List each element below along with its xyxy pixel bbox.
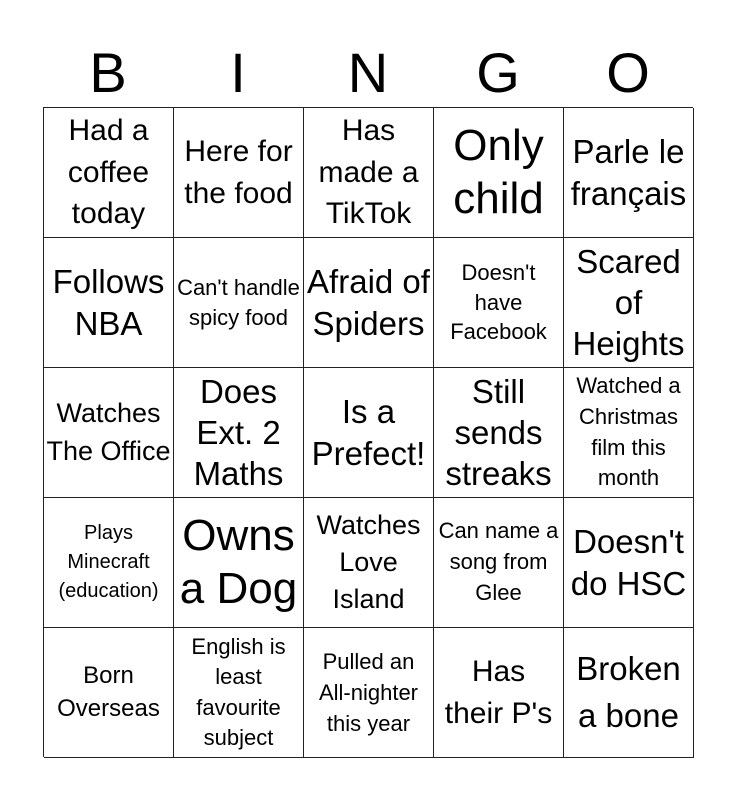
bingo-cell[interactable]: [174, 238, 304, 368]
bingo-cell[interactable]: [44, 108, 174, 238]
cell-text: Afraid of Spiders: [307, 263, 430, 342]
bingo-grid: [43, 107, 693, 757]
cell-text: Broken a bone: [576, 650, 681, 734]
bingo-cell[interactable]: [564, 108, 694, 238]
cell-text: Is a Prefect!: [311, 393, 426, 472]
bingo-cell[interactable]: [44, 368, 174, 498]
header-letter-b: B: [89, 41, 127, 104]
cell-text: Plays Minecraft (education): [58, 522, 159, 602]
cell-text: Can't handle spicy food: [177, 274, 300, 330]
cell-text: Pulled an All-nighter this year: [318, 648, 419, 737]
cell-text: Only child: [453, 120, 544, 223]
cell-text: Can name a song from Glee: [438, 518, 559, 605]
bingo-cell[interactable]: [174, 368, 304, 498]
cell-text: Doesn't have Facebook: [450, 259, 547, 345]
bingo-cell[interactable]: [304, 238, 434, 368]
cell-text: Follows NBA: [52, 263, 165, 342]
header-letter-i: I: [230, 41, 246, 104]
bingo-cell[interactable]: [304, 108, 434, 238]
bingo-cell[interactable]: [564, 368, 694, 498]
cell-text: Has made a TikTok: [318, 114, 419, 231]
bingo-cell[interactable]: [304, 498, 434, 628]
cell-text: Has their P's: [444, 655, 553, 730]
header-letter-n: N: [347, 41, 389, 104]
header-letter-o: O: [606, 41, 650, 104]
cell-text: English is least favourite subject: [191, 633, 286, 750]
bingo-cell[interactable]: [44, 238, 174, 368]
cell-text: Does Ext. 2 Maths: [193, 372, 284, 493]
bingo-cell[interactable]: [434, 108, 564, 238]
bingo-cell[interactable]: [304, 368, 434, 498]
header-letter-g: G: [476, 41, 520, 104]
cell-text: Had a coffee today: [67, 114, 150, 231]
cell-text: Watches Love Island: [316, 509, 421, 615]
bingo-cell[interactable]: [174, 108, 304, 238]
bingo-cell[interactable]: [434, 498, 564, 628]
bingo-cell[interactable]: [434, 368, 564, 498]
cell-text: Watches The Office: [46, 398, 171, 466]
bingo-cell[interactable]: [44, 498, 174, 628]
cell-text: Parle le français: [570, 133, 687, 212]
bingo-cell[interactable]: [174, 628, 304, 758]
bingo-cell[interactable]: [564, 498, 694, 628]
bingo-cell[interactable]: [174, 498, 304, 628]
cell-text: Here for the food: [184, 135, 293, 210]
bingo-cell[interactable]: [304, 628, 434, 758]
cell-text: Owns a Dog: [179, 510, 298, 613]
bingo-cell[interactable]: [434, 628, 564, 758]
bingo-cell[interactable]: [564, 628, 694, 758]
cell-text: Scared of Heights: [572, 242, 685, 363]
bingo-cell[interactable]: [564, 238, 694, 368]
bingo-cell[interactable]: [434, 238, 564, 368]
bingo-header: [43, 40, 693, 106]
cell-text: Watched a Christmas film this month: [576, 372, 681, 491]
cell-text: Doesn't do HSC: [570, 523, 687, 602]
bingo-cell[interactable]: [44, 628, 174, 758]
cell-text: Born Overseas: [57, 662, 160, 722]
cell-text: Still sends streaks: [445, 372, 552, 493]
